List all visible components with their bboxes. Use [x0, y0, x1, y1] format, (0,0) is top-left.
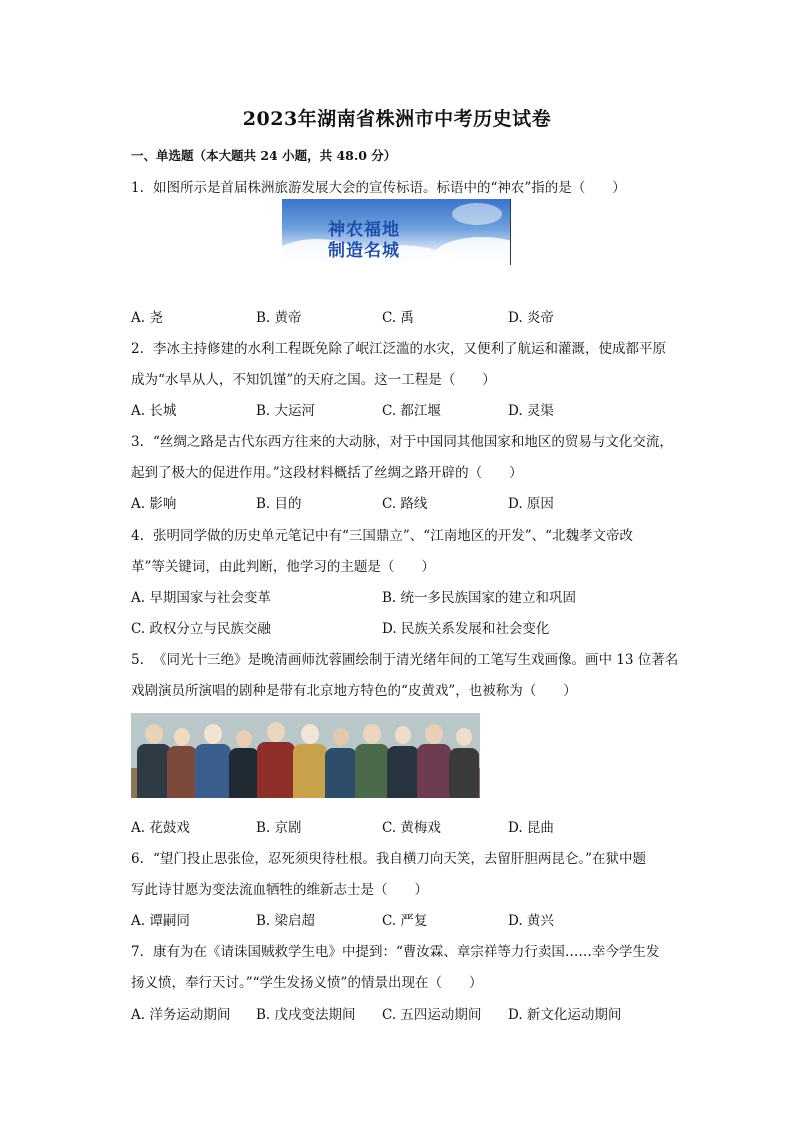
question-2-text-line-2: 成为“水旱从人，不知饥馑”的天府之国。这一工程是（ ） [131, 372, 496, 388]
slogan-line-2: 制造名城 [328, 241, 400, 261]
option-c[interactable]: C. 黄梅戏 [382, 820, 441, 836]
question-6-text: 6. “望门投止思张俭，忍死须臾待杜根。我自横刀向天笑，去留肝胆两昆仑。”在狱中题 [131, 851, 647, 867]
question-7-text-line-2: 扬义愤，奉行天讨。”“学生发扬义愤”的情景出现在（ ） [131, 975, 483, 991]
option-c[interactable]: C. 都江堰 [382, 403, 441, 419]
question-number: 1. [131, 180, 144, 196]
option-d[interactable]: D. 民族关系发展和社会变化 [382, 621, 550, 637]
question-3-text: 3. “丝绸之路是古代东西方往来的大动脉，对于中国同其他国家和地区的贸易与文化交流， [131, 434, 673, 450]
question-1-text: 1. 如图所示是首届株洲旅游发展大会的宣传标语。标语中的“神农”指的是（ ） [131, 180, 626, 196]
option-a[interactable]: A. 花鼓戏 [131, 820, 190, 836]
question-number: 5. [131, 652, 144, 668]
question-number: 2. [131, 341, 144, 357]
question-6-text-line-2: 写此诗甘愿为变法流血牺牲的维新志士是（ ） [131, 882, 428, 898]
question-4-text: 4. 张明同学做的历史单元笔记中有“三国鼎立”、“江南地区的开发”、“北魏孝文帝改 [131, 528, 634, 544]
option-b[interactable]: B. 统一多民族国家的建立和巩固 [382, 590, 577, 606]
question-5-text: 5. 《同光十三绝》是晚清画师沈蓉圃绘制于清光绪年间的工笔写生戏画像。画中 13 位著名 [131, 652, 679, 668]
question-number: 4. [131, 528, 144, 544]
option-b[interactable]: B. 戊戌变法期间 [256, 1007, 356, 1023]
slogan-line-1: 神农福地 [328, 220, 400, 240]
exam-title: 2023年湖南省株洲市中考历史试卷 [242, 108, 552, 130]
question-number: 7. [131, 944, 144, 960]
slogan-image [282, 199, 511, 265]
option-d[interactable]: D. 原因 [508, 496, 554, 512]
option-c[interactable]: C. 五四运动期间 [382, 1007, 482, 1023]
option-c[interactable]: C. 路线 [382, 496, 428, 512]
option-d[interactable]: D. 新文化运动期间 [508, 1007, 622, 1023]
option-b[interactable]: B. 大运河 [256, 403, 316, 419]
option-a[interactable]: A. 谭嗣同 [131, 913, 190, 929]
option-d[interactable]: D. 昆曲 [508, 820, 554, 836]
option-a[interactable]: A. 长城 [131, 403, 177, 419]
section-heading: 一、单选题（本大题共 24 小题，共 48.0 分） [131, 148, 397, 163]
option-b[interactable]: B. 京剧 [256, 820, 302, 836]
option-a[interactable]: A. 影响 [131, 496, 177, 512]
question-7-text: 7. 康有为在《请诛国贼救学生电》中提到：“曹汝霖、章宗祥等力行卖国……幸今学生发 [131, 944, 660, 960]
option-d[interactable]: D. 黄兴 [508, 913, 554, 929]
option-a[interactable]: A. 早期国家与社会变革 [131, 590, 271, 606]
question-5-text-line-2: 戏剧演员所演唱的剧种是带有北京地方特色的“皮黄戏”，也被称为（ ） [131, 683, 577, 699]
option-b[interactable]: B. 目的 [256, 496, 302, 512]
option-c[interactable]: C. 严复 [382, 913, 428, 929]
question-number: 6. [131, 851, 144, 867]
option-d[interactable]: D. 炎帝 [508, 310, 554, 326]
option-d[interactable]: D. 灵渠 [508, 403, 554, 419]
question-3-text-line-2: 起到了极大的促进作用。”这段材料概括了丝绸之路开辟的（ ） [131, 465, 523, 481]
opera-portrait-painting [131, 713, 480, 798]
question-4-text-line-2: 革”等关键词，由此判断，他学习的主题是（ ） [131, 559, 435, 575]
question-2-text: 2. 李冰主持修建的水利工程既免除了岷江泛滥的水灾，又便利了航运和灌溉，使成都平原 [131, 341, 666, 357]
option-b[interactable]: B. 梁启超 [256, 913, 316, 929]
option-c[interactable]: C. 禹 [382, 310, 414, 326]
option-a[interactable]: A. 洋务运动期间 [131, 1007, 231, 1023]
option-a[interactable]: A. 尧 [131, 310, 163, 326]
question-number: 3. [131, 434, 144, 450]
option-b[interactable]: B. 黄帝 [256, 310, 302, 326]
option-c[interactable]: C. 政权分立与民族交融 [131, 621, 271, 637]
